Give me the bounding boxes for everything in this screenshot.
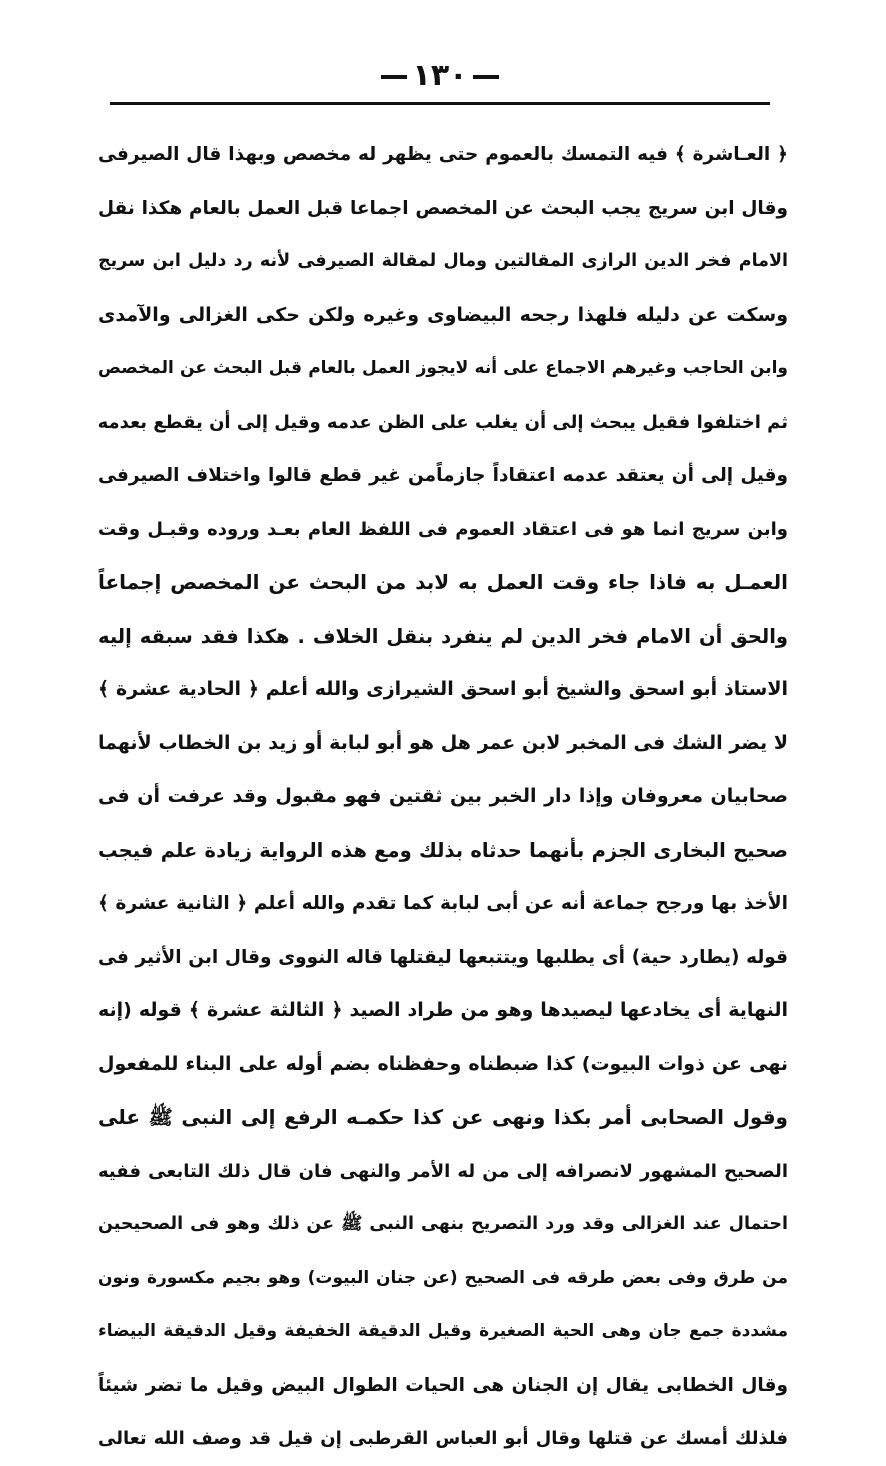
text-line-19: وقول الصحابى أمر بكذا ونهى عن كذا حكمـه الرفع إلى النبى ﷺ على — [98, 1105, 788, 1129]
right-dash-ornament — [381, 75, 407, 79]
text-line-4: وسكت عن دليله فلهذا رجحه البيضاوى وغيره ولكن حكى الغزالى والآمدى — [98, 303, 788, 326]
text-line-10: والحق أن الامام فخر الدين لم ينفرد بنقل الخلاف . هكذا فقد سبقه إليه — [98, 624, 788, 648]
text-line-3: الامام فخر الدين الرازى المقالتين ومال لمقالة الصيرفى لأنه رد دليل ابن سريج — [98, 251, 788, 271]
text-line-16: قوله (يطارد حية) أى يطلبها ويتتبعها ليقتلها قاله النووى وقال ابن الأثير فى — [98, 946, 788, 968]
text-line-9: العمـل به فاذا جاء وقت العمل به لابد من البحث عن المخصص إجماعاً — [98, 570, 788, 594]
text-line-2: وقال ابن سريج يجب البحث عن المخصص اجماعا قبل العمل بالعام هكذا نقل — [98, 197, 788, 219]
page-number-label: ١٣٠ — [412, 58, 468, 93]
text-line-21: احتمال عند الغزالى وقد ورد التصريح بنهى النبى ﷺ عن ذلك وهو فى الصحيحين — [98, 1214, 788, 1234]
left-dash-ornament — [473, 75, 499, 79]
text-line-5: وابن الحاجب وغيرهم الاجماع على أنه لايجوز العمل بالعام قبل البحث عن المخصص — [98, 358, 788, 378]
body-text — [98, 128, 788, 1466]
text-line-17: النهاية أى يخادعها ليصيدها وهو من طراد الصيد ﴿ الثالثة عشرة ﴾ قوله (إنه — [98, 999, 788, 1021]
page-header — [110, 54, 770, 106]
page-number — [110, 54, 770, 98]
text-line-24: وقال الخطابى يقال إن الجنان هى الحيات الطوال البيض وقيل ما تضر شيئاً — [98, 1374, 788, 1396]
text-line-1: ﴿ العـاشرة ﴾ فيه التمسك بالعموم حتى يظهر له مخصص وبهذا قال الصيرفى — [98, 144, 788, 165]
text-line-6: ثم اختلفوا فقيل يبحث إلى أن يغلب على الظن عدمه وقيل إلى أن يقطع بعدمه — [98, 411, 788, 433]
text-line-12: لا يضر الشك فى المخبر لابن عمر هل هو أبو لبابة أو زيد بن الخطاب لأنهما — [98, 731, 788, 754]
text-line-18: نهى عن ذوات البيوت) كذا ضبطناه وحفظناه بضم أوله على البناء للمفعول — [98, 1052, 788, 1075]
text-line-25: فلذلك أمسك عن قتلها وقال أبو العباس القرطبى إن قيل قد وصف الله تعالى — [98, 1428, 788, 1449]
text-line-23: مشددة جمع جان وهى الحية الصغيرة وقيل الدقيقة الخفيفة وقيل الدقيقة البيضاء — [98, 1321, 788, 1341]
header-rule — [110, 102, 770, 105]
text-line-20: الصحيح المشهور لانصرافه إلى من له الأمر والنهى فان قال ذلك التابعى ففيه — [98, 1160, 788, 1182]
text-line-11: الاستاذ أبو اسحق والشيخ أبو اسحق الشيرازى والله أعلم ﴿ الحادية عشرة ﴾ — [98, 678, 788, 700]
text-line-22: من طرق وفى بعض طرقه فى الصحيح (عن جنان البيوت) وهو بجيم مكسورة ونون — [98, 1267, 788, 1288]
text-line-14: صحيح البخارى الجزم بأنهما حدثاه بذلك ومع هذه الرواية زيادة علم فيجب — [98, 838, 788, 862]
text-line-7: وقيل إلى أن يعتقد عدمه اعتقاداً جازماًمن غير قطع قالوا واختلاف الصيرفى — [98, 465, 788, 486]
text-line-15: الأخذ بها ورجح جماعة أنه عن أبى لبابة كما تقدم والله أعلم ﴿ الثانية عشرة ﴾ — [98, 893, 788, 914]
text-line-13: صحابيان معروفان وإذا دار الخبر بين ثقتين فهو مقبول وقد عرفت أن فى — [98, 785, 788, 807]
text-line-8: وابن سريج انما هو فى اعتقاد العموم فى اللفظ العام بعـد وروده وقبـل وقت — [98, 518, 788, 540]
